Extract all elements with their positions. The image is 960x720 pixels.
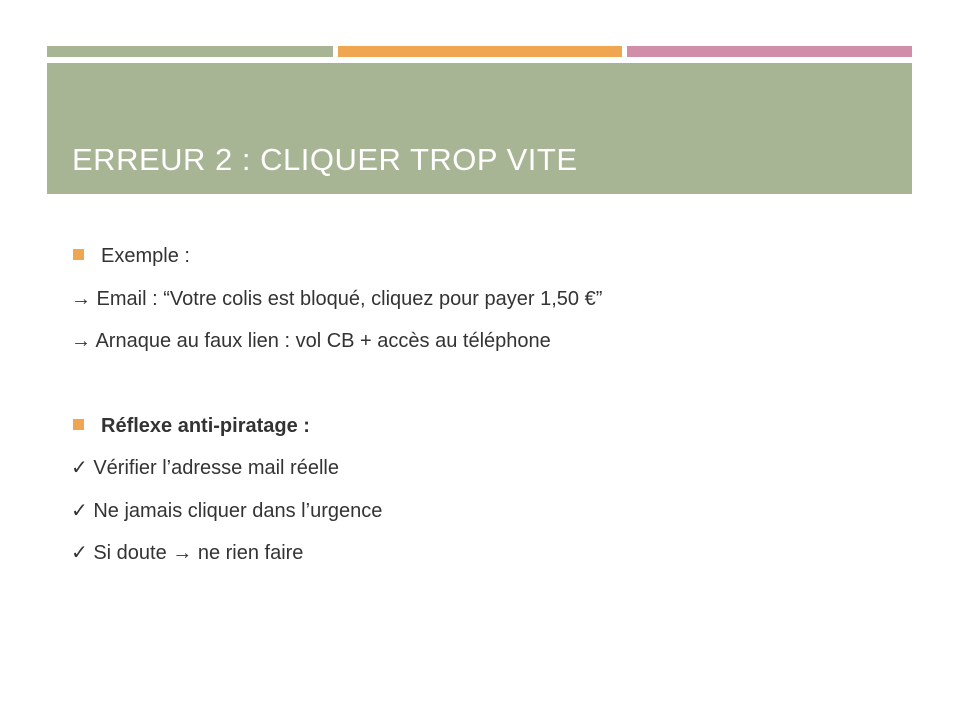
- reflex-heading: Réflexe anti-piratage :: [101, 415, 310, 437]
- example-line: → Email : “Votre colis est bloqué, cliquez pour payer 1,50 €”: [71, 288, 603, 310]
- reflex-line: ✓ Si doute → ne rien faire: [71, 542, 304, 564]
- accent-bar-green: [47, 46, 333, 57]
- title-band: [47, 63, 912, 194]
- slide-title: ERREUR 2 : CLIQUER TROP VITE: [72, 142, 578, 177]
- accent-bar-pink: [627, 46, 912, 57]
- accent-bar-orange: [338, 46, 622, 57]
- example-line: → Arnaque au faux lien : vol CB + accès au téléphone: [71, 330, 551, 352]
- reflex-bullet: [73, 414, 310, 438]
- reflex-line: ✓ Ne jamais cliquer dans l’urgence: [71, 500, 383, 522]
- example-bullet: [73, 244, 190, 268]
- square-bullet-icon: [73, 419, 84, 430]
- reflex-line: ✓ Vérifier l’adresse mail réelle: [71, 457, 339, 479]
- square-bullet-icon: [73, 249, 84, 260]
- example-heading: Exemple :: [101, 245, 190, 267]
